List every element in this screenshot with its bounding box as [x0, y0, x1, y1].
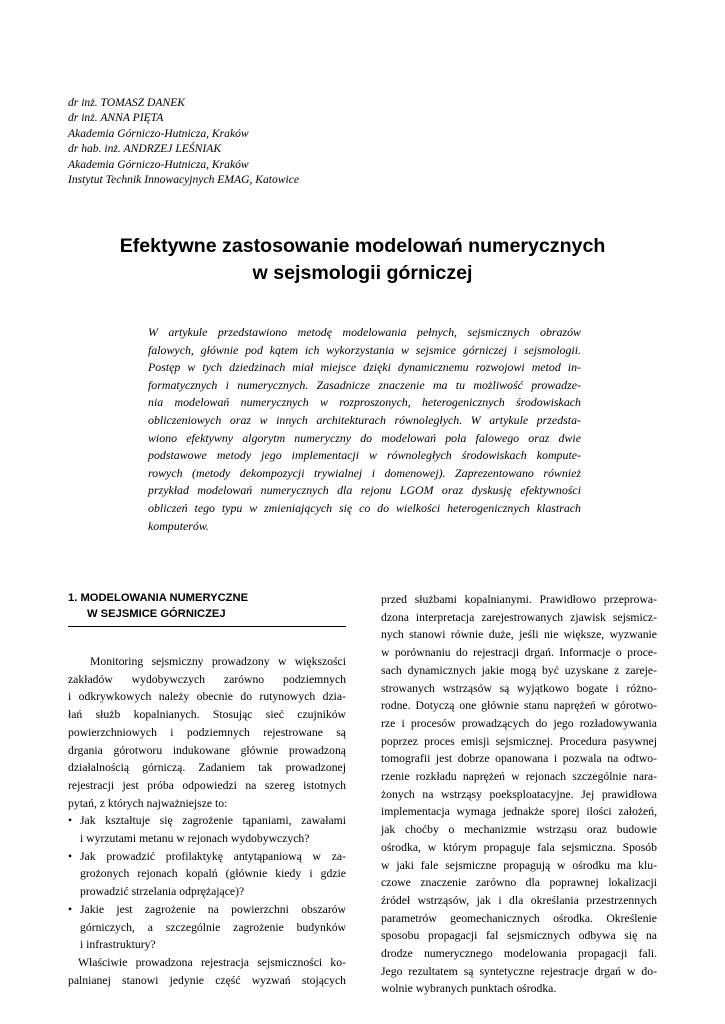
body-line: parametrów geomechanicznych ośrodka. Określenie [381, 911, 657, 925]
author-line: dr hab. inż. ANDRZEJ LEŚNIAK [68, 142, 222, 156]
section-divider [68, 626, 346, 627]
bullet-item [68, 901, 346, 954]
abstract-line: wiono efektywny algorytm numeryczny do modelowań pola falowego oraz dwie [148, 430, 581, 445]
abstract-line: komputerów. [148, 518, 209, 533]
bullet-marker: • [68, 814, 73, 828]
body-line: działalnością górniczą. Zadaniem tak prowadzonej [68, 761, 346, 775]
body-column-left [68, 653, 346, 989]
body-line: Jak kształtuje się zagrożenie tąpaniami, zawałami [80, 814, 346, 828]
body-line: ośrodka, w którym propaguje fala sejsmiczna. Sposób [381, 840, 657, 854]
abstract-line: nia modelowań numerycznych w rozproszonych, heterogenicznych środowiskach [148, 395, 581, 410]
abstract-line: W artykule przedstawiono metodę modelowania pełnych, sejsmicznych obrazów [148, 325, 581, 339]
body-line: grożonych rejonach kopalń (głównie kiedy i gdzie [80, 867, 346, 881]
affiliation-line: Akademia Górniczo-Hutnicza, Kraków [68, 126, 249, 140]
body-line: i odkrywkowych należy obecnie do rutynowych dzia- [68, 690, 346, 704]
body-line: i wyrzutami metanu w rejonach wydobywczych? [80, 832, 310, 846]
body-column-right [381, 591, 657, 998]
body-line: w porównaniu do rejestracji drgań. Informacje o proce- [381, 646, 657, 660]
body-line: sach dynamicznych jakie mogą być uzyskane z zareje- [381, 663, 657, 677]
abstract-line: formatycznych i numerycznych. Zasadnicze znaczenie ma tu możliwość prowadze- [148, 377, 581, 392]
body-line: górniczych, a szczególnie zagrożenie budynków [80, 920, 346, 934]
body-line: rze i procesów prowadzących do jego rozładowywania [381, 716, 657, 730]
abstract-line: obliczeniowych oraz w innych architekturach równoległych. W artykule przedsta- [148, 412, 581, 427]
author-affiliations [68, 95, 299, 187]
bullet-item [68, 812, 346, 847]
body-line: rodne. Dotyczą one głównie stanu naprężeń w górotwo- [381, 699, 657, 713]
body-line: prowadzić strzelania odprężające)? [80, 885, 245, 899]
body-line: żonych na wstrząsy poeksploatacyjne. Jej prawidłowa [381, 787, 657, 801]
body-line: pytań, z których najważniejsze to: [68, 796, 228, 810]
body-line: powierzchniowych i podziemnych rejestrowane są [68, 725, 346, 739]
body-line: w jaki fale sejsmiczne propagują w ośrodku ma klu- [381, 858, 657, 872]
body-line: Jakie jest zagrożenie na powierzchni obszarów [80, 902, 346, 916]
body-line: łań służb kopalnianych. Stosując sieć czujników [68, 708, 346, 722]
body-line: rejestracji jest próba odpowiedzi na szereg istotnych [68, 778, 346, 792]
affiliation-line: Akademia Górniczo-Hutnicza, Kraków [68, 157, 249, 171]
body-line: wolnie wybranych punktach ośrodka. [381, 982, 557, 996]
body-line: implementacja wymaga jednakże sporej ilości założeń, [381, 805, 657, 819]
body-line: zakładów wydobywczych zarówno podziemnych [68, 672, 346, 686]
section-heading [68, 591, 248, 622]
body-line: palnianej stanowi jedynie część wyzwań stojących [68, 973, 346, 987]
body-line: rzenie rozkładu naprężeń w rejonach szczególnie nara- [381, 770, 657, 784]
body-line: drgania górotworu indukowane głównie prowadzoną [68, 743, 346, 757]
body-line: strowanych wstrząsów są wyjątkowo bogate i różno- [381, 681, 657, 695]
bullet-marker: • [68, 849, 73, 863]
author-line: dr inż. ANNA PIĘTA [68, 111, 164, 125]
section-heading-line-1: 1. MODELOWANIA NUMERYCZNE [68, 592, 249, 604]
abstract-line: Postęp w tych dziedzinach miał miejsce dzięki dynamicznemu rozwojowi metod in- [148, 360, 581, 375]
body-line: Właściwie prowadzona rejestracja sejsmiczności ko- [78, 955, 346, 969]
affiliation-line: Instytut Technik Innowacyjnych EMAG, Katowice [68, 173, 300, 187]
body-line: poprzez proces emisji sejsmicznej. Procedura pasywnej [381, 734, 657, 748]
abstract-line: rowych (metody dekompozycji trywialnej i domenowej). Zaprezentowano również [148, 465, 581, 480]
body-line: sposobu propagacji fal sejsmicznych odbywa się na [381, 929, 657, 943]
body-line: Jak prowadzić profilaktykę antytąpaniową w za- [80, 849, 346, 863]
body-line: i infrastruktury? [80, 938, 156, 952]
body-line: tomografii jest dobrze opanowana i pozwala na odtwo- [381, 752, 657, 766]
bullet-marker: • [68, 902, 73, 916]
author-line: dr inż. TOMASZ DANEK [68, 96, 186, 109]
abstract [148, 324, 581, 535]
abstract-line: falowych, głównie pod kątem ich wykorzystania w sejsmice górniczej i sejsmologii. [148, 342, 581, 357]
title-line-2: w sejsmologii górniczej [252, 262, 473, 284]
body-line: drodze numerycznego modelowania propagacji fali. [381, 947, 657, 961]
body-line: jak choćby o mechanizmie wstrząsu oraz budowie [381, 823, 657, 837]
abstract-line: przykład modelowań numerycznych dla rejonu LGOM oraz dyskusję efektywności [148, 483, 581, 498]
body-line: źródeł wstrząsów, jak i dla określania przestrzennych [381, 893, 657, 907]
body-line: przed służbami kopalnianymi. Prawidłowo przeprowa- [381, 593, 657, 606]
body-line: nych stanowi równie duże, jeśli nie większe, wyzwanie [381, 628, 657, 642]
abstract-line: podstawowe metody jego implementacji w równoległych środowiskach komputе- [148, 448, 581, 463]
article-title [0, 233, 725, 287]
body-line: Monitoring sejsmiczny prowadzony w większości [90, 655, 346, 668]
title-line-1: Efektywne zastosowanie modelowań numerycznych [119, 235, 606, 257]
body-line: dzona interpretacja zarejestrowanych zjawisk sejsmicz- [381, 610, 657, 624]
bullet-item [68, 848, 346, 901]
section-heading-line-2: W SEJSMICE GÓRNICZEJ [87, 607, 226, 620]
abstract-line: obliczeń tego typu w zmieniających się co do wielkości heterogenicznych klastrach [148, 500, 581, 515]
body-line: czowe znaczenie zarówno dla poprawnej lokalizacji [381, 876, 657, 890]
body-line: Jego rezultatem są syntetyczne rejestracje drgań w do- [381, 964, 657, 978]
